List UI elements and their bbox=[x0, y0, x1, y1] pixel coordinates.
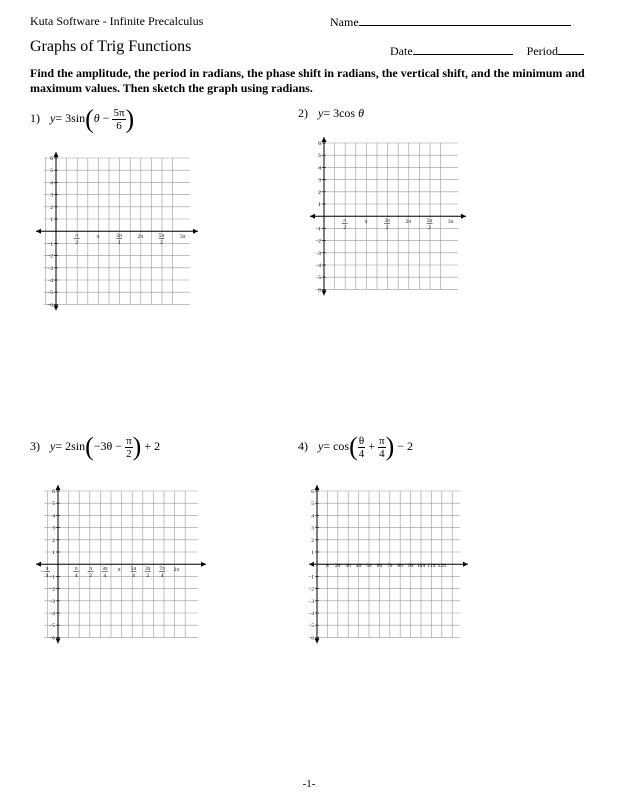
y-tick-label: 1 bbox=[50, 217, 53, 223]
period-line bbox=[558, 43, 584, 55]
inner-expr: −3θ − bbox=[93, 438, 123, 453]
x-tick-label: 8π bbox=[397, 563, 403, 570]
x-tick-label: π bbox=[45, 566, 49, 573]
y-tick-label: −4 bbox=[47, 278, 53, 284]
x-tick-label: 2π bbox=[335, 563, 341, 570]
y-tick-label: 2 bbox=[50, 204, 53, 211]
fraction-2 bbox=[378, 435, 386, 460]
x-tick-label: 4 bbox=[74, 573, 78, 580]
y-tick-label: −2 bbox=[308, 586, 314, 593]
y-tick-label: 1 bbox=[318, 202, 321, 208]
y-tick-label: 3 bbox=[318, 177, 321, 184]
fraction bbox=[112, 107, 125, 132]
paren-right: ) bbox=[385, 432, 395, 461]
y-tick-label: 4 bbox=[311, 513, 314, 520]
neg-sign: − bbox=[40, 569, 44, 576]
y-arrow-up bbox=[322, 137, 327, 142]
period-label: Period bbox=[526, 44, 558, 58]
x-tick-label: π bbox=[96, 234, 100, 241]
y-tick-label: 6 bbox=[52, 489, 55, 495]
graph-3[interactable] bbox=[30, 483, 210, 653]
x-tick-label: 4π bbox=[355, 563, 362, 570]
x-tick-label: π bbox=[326, 563, 329, 570]
instructions: Find the amplitude, the period in radians, the phase shift in radians, the vertical shift, and the minimum and maximum values. Then sketch the graph using radians. bbox=[30, 66, 585, 95]
y-tick-label: 6 bbox=[311, 489, 314, 495]
y-tick-label: −5 bbox=[315, 275, 321, 282]
tail: + 2 bbox=[144, 438, 161, 453]
y-tick-label: 2 bbox=[318, 189, 321, 196]
eq-op: = cos bbox=[323, 438, 350, 453]
eq-op: = 3cos bbox=[323, 106, 356, 120]
x-tick-label: 4 bbox=[103, 573, 107, 580]
x-tick-label: 3π bbox=[345, 563, 351, 570]
tail: − 2 bbox=[397, 438, 414, 453]
problem-number: 4) bbox=[298, 438, 308, 453]
x-tick-label: 2 bbox=[75, 240, 79, 247]
fraction-1 bbox=[358, 435, 366, 460]
frac-num: π bbox=[379, 434, 385, 447]
x-tick-label: 10π bbox=[416, 563, 426, 570]
x-arrow-left bbox=[36, 229, 41, 234]
x-tick-label: π bbox=[364, 219, 368, 226]
paren-right: ) bbox=[132, 432, 142, 461]
x-tick-label: 2 bbox=[89, 573, 92, 580]
y-tick-label: 2 bbox=[311, 537, 314, 544]
y-arrow-down bbox=[322, 290, 327, 295]
y-arrow-down bbox=[54, 305, 59, 310]
x-tick-label: π bbox=[89, 566, 92, 573]
x-tick-label: 12π bbox=[437, 563, 446, 570]
x-tick-label: 2 bbox=[343, 225, 347, 232]
x-tick-label: 4 bbox=[45, 573, 49, 580]
x-tick-label: 9π bbox=[407, 563, 414, 570]
y-tick-label: −6 bbox=[315, 287, 321, 294]
x-tick-label: π bbox=[343, 218, 347, 225]
y-tick-label: 2 bbox=[52, 537, 55, 544]
x-tick-label: π bbox=[74, 566, 78, 573]
theta: θ bbox=[358, 106, 364, 120]
graph-4[interactable] bbox=[298, 483, 478, 653]
y-tick-label: 5 bbox=[311, 501, 314, 508]
x-tick-label: 2 bbox=[385, 225, 389, 232]
eq-op: = 2sin bbox=[55, 438, 86, 453]
y-tick-label: 3 bbox=[311, 525, 314, 532]
y-tick-label: 4 bbox=[52, 513, 55, 520]
paren-left: ( bbox=[85, 104, 94, 133]
x-tick-label: 7π bbox=[159, 566, 165, 573]
paren-left: ( bbox=[349, 432, 358, 461]
x-tick-label: 5π bbox=[130, 566, 137, 573]
problem-number: 2) bbox=[298, 106, 308, 120]
y-arrow-down bbox=[56, 638, 61, 643]
problem-2 bbox=[298, 106, 364, 121]
y-arrow-up bbox=[54, 152, 59, 157]
name-line bbox=[359, 14, 571, 26]
y-tick-label: 3 bbox=[50, 192, 53, 199]
y-tick-label: −6 bbox=[308, 635, 314, 642]
frac-num: π bbox=[126, 434, 132, 447]
frac-den: 4 bbox=[379, 447, 385, 460]
x-tick-label: 2π bbox=[405, 219, 412, 226]
x-arrow-left bbox=[309, 562, 314, 567]
y-tick-label: 4 bbox=[318, 165, 321, 172]
x-arrow-right bbox=[193, 229, 198, 234]
y-tick-label: −5 bbox=[308, 623, 314, 630]
y-arrow-up bbox=[56, 485, 61, 490]
y-var: y bbox=[50, 110, 56, 125]
y-tick-label: −3 bbox=[47, 265, 53, 272]
eq-op: = 3sin bbox=[55, 110, 86, 125]
frac-num: 5π bbox=[113, 106, 125, 119]
x-arrow-right bbox=[201, 562, 206, 567]
y-tick-label: −1 bbox=[47, 241, 53, 248]
paren-left: ( bbox=[85, 432, 94, 461]
x-tick-label: 2 bbox=[428, 225, 431, 232]
graph-1[interactable] bbox=[30, 150, 200, 320]
y-tick-label: −3 bbox=[49, 598, 55, 605]
problem-4 bbox=[298, 434, 413, 460]
y-tick-label: −1 bbox=[315, 226, 321, 233]
y-arrow-down bbox=[315, 638, 320, 643]
x-tick-label: 4 bbox=[132, 573, 135, 580]
x-tick-label: 2 bbox=[160, 240, 163, 247]
x-tick-label: 2π bbox=[173, 567, 180, 574]
x-tick-label: π bbox=[117, 567, 121, 574]
x-tick-label: 2 bbox=[146, 573, 150, 580]
equation bbox=[50, 104, 135, 133]
y-tick-label: −6 bbox=[47, 302, 53, 309]
x-tick-label: 6π bbox=[376, 563, 383, 570]
y-tick-label: 5 bbox=[52, 501, 55, 508]
x-arrow-right bbox=[461, 214, 466, 219]
y-tick-label: −6 bbox=[49, 635, 55, 642]
x-tick-label: 3π bbox=[384, 218, 390, 225]
theta: θ bbox=[93, 110, 100, 125]
y-var: y bbox=[318, 106, 324, 120]
problem-3 bbox=[30, 434, 160, 460]
x-tick-label: 3π bbox=[102, 566, 108, 573]
x-tick-label: 2π bbox=[137, 234, 144, 241]
y-arrow-up bbox=[315, 485, 320, 490]
graph-2[interactable] bbox=[298, 135, 468, 305]
y-tick-label: −5 bbox=[47, 290, 53, 297]
y-tick-label: −3 bbox=[315, 250, 321, 257]
x-tick-label: 3π bbox=[447, 219, 454, 226]
y-tick-label: −5 bbox=[49, 623, 55, 630]
x-arrow-left bbox=[310, 214, 315, 219]
name-field[interactable] bbox=[330, 14, 571, 30]
x-tick-label: 5π bbox=[158, 233, 165, 240]
y-tick-label: −2 bbox=[49, 586, 55, 593]
problem-number: 3) bbox=[30, 438, 40, 453]
y-tick-label: 1 bbox=[52, 550, 55, 556]
x-tick-label: 3π bbox=[145, 566, 151, 573]
date-period-fields bbox=[390, 43, 584, 59]
y-tick-label: −4 bbox=[308, 611, 314, 617]
worksheet-title: Graphs of Trig Functions bbox=[30, 38, 192, 55]
plus: + bbox=[368, 438, 376, 453]
y-tick-label: −1 bbox=[49, 574, 55, 581]
x-tick-label: 2 bbox=[117, 240, 121, 247]
minus: − bbox=[102, 110, 110, 125]
x-tick-label: 11π bbox=[427, 563, 436, 570]
x-arrow-right bbox=[463, 562, 468, 567]
page-number: -1- bbox=[302, 778, 316, 790]
y-tick-label: −4 bbox=[315, 263, 321, 269]
y-tick-label: 6 bbox=[318, 141, 321, 147]
problem-1 bbox=[30, 106, 134, 132]
x-tick-label: 3π bbox=[179, 234, 186, 241]
y-tick-label: −2 bbox=[47, 253, 53, 260]
frac-den: 4 bbox=[358, 447, 365, 460]
fraction bbox=[125, 435, 133, 460]
name-label: Name bbox=[330, 15, 359, 29]
y-tick-label: −1 bbox=[308, 574, 314, 581]
date-line bbox=[413, 43, 513, 55]
x-tick-label: 5π bbox=[426, 218, 433, 225]
date-label: Date bbox=[390, 44, 413, 58]
software-name: Kuta Software - Infinite Precalculus bbox=[30, 14, 204, 28]
y-tick-label: −2 bbox=[315, 238, 321, 245]
y-tick-label: 1 bbox=[311, 550, 314, 556]
frac-den: 6 bbox=[116, 119, 122, 132]
y-tick-label: 6 bbox=[50, 156, 53, 162]
frac-den: 2 bbox=[126, 447, 132, 460]
y-tick-label: −4 bbox=[49, 611, 55, 617]
y-tick-label: 3 bbox=[52, 525, 55, 532]
y-tick-label: 5 bbox=[50, 168, 53, 175]
y-var: y bbox=[318, 438, 324, 453]
y-tick-label: 5 bbox=[318, 153, 321, 160]
y-tick-label: −3 bbox=[308, 598, 314, 605]
x-tick-label: 5π bbox=[366, 563, 372, 570]
y-var: y bbox=[50, 438, 56, 453]
problem-number: 1) bbox=[30, 110, 40, 125]
x-tick-label: 3π bbox=[116, 233, 122, 240]
frac-num: θ bbox=[358, 434, 365, 447]
x-arrow-left bbox=[36, 562, 41, 567]
x-tick-label: π bbox=[75, 233, 79, 240]
x-tick-label: 4 bbox=[160, 573, 164, 580]
x-tick-label: 7π bbox=[387, 563, 393, 570]
y-tick-label: 4 bbox=[50, 180, 53, 187]
paren-right: ) bbox=[125, 104, 135, 133]
